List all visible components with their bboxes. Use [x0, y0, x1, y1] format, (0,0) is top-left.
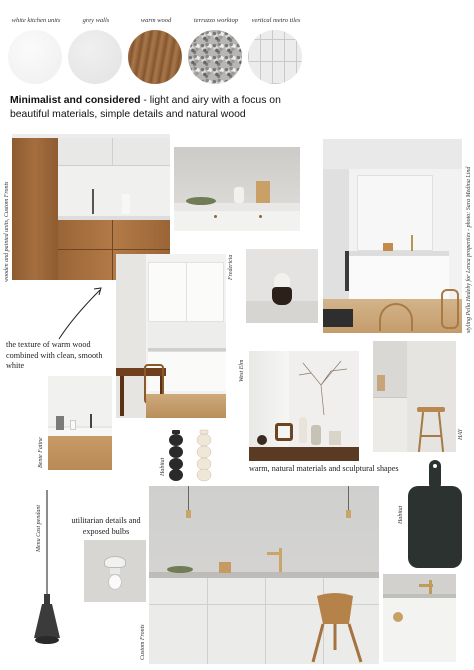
credit-wood-painted: wooden and painted units, Custom Fronts: [4, 181, 10, 282]
arrow-icon: [56, 282, 106, 342]
credit-fredericia: Fredericia: [228, 254, 234, 280]
photo-bathroom-sink: [48, 376, 112, 470]
salt-pepper-grinders: [166, 428, 220, 484]
heading-bold: Minimalist and considered: [10, 95, 141, 106]
credit-custom-fronts: Custom Fronts: [140, 624, 146, 660]
caption-texture: the texture of warm wood combined with clean, smooth white: [6, 340, 103, 370]
photo-shelf-ceramics: [174, 147, 300, 231]
credit-habitat-1: Habitat: [160, 457, 166, 476]
credit-bloomingville: Bente Fatine: [38, 437, 44, 468]
pendant-lamp: [30, 490, 64, 656]
chopping-board: [404, 458, 466, 570]
caption-utilitarian: utilitarian details and exposed bulbs: [71, 516, 141, 536]
credit-habitat-2: Habitat: [398, 505, 404, 524]
photo-bright-kitchen: [323, 139, 462, 333]
photo-exposed-bulb: [84, 540, 146, 602]
caption-warm-natural: warm, natural materials and sculptural shapes: [249, 464, 399, 473]
swatch-grey: [68, 30, 122, 84]
photo-vase: [246, 249, 318, 323]
credit-west-elm: West Elm: [239, 359, 245, 382]
swatch-white: [8, 30, 62, 84]
credit-menu: Menu Cast pendant: [36, 505, 42, 552]
page-heading: [10, 94, 310, 122]
swatch-terrazzo: [188, 30, 242, 84]
swatch-label-wood: warm wood: [140, 17, 172, 24]
swatch-tiles: [248, 30, 302, 84]
credit-stylist: styling Pella Hedeby for Lenca properties - photo: Sara Medina Lind: [466, 166, 472, 333]
credit-hay: HAY: [458, 428, 464, 440]
swatch-wood: [128, 30, 182, 84]
photo-grey-kitchen: [149, 486, 379, 664]
photo-bar-stool: [373, 341, 456, 452]
photo-brass-hardware: [383, 574, 456, 662]
swatch-label-terrazzo: terrazzo worktop: [193, 17, 239, 24]
swatch-label-white: white kitchen units: [11, 17, 61, 24]
heading-rest: - light and airy with a focus on beautiful materials, simple details and natural wood: [10, 95, 281, 120]
swatch-label-tiles: vertical metro tiles: [251, 17, 301, 24]
photo-sculptural-shelf: [249, 351, 359, 461]
photo-white-kitchen-table: [116, 254, 226, 418]
swatch-label-grey: grey walls: [82, 17, 110, 24]
